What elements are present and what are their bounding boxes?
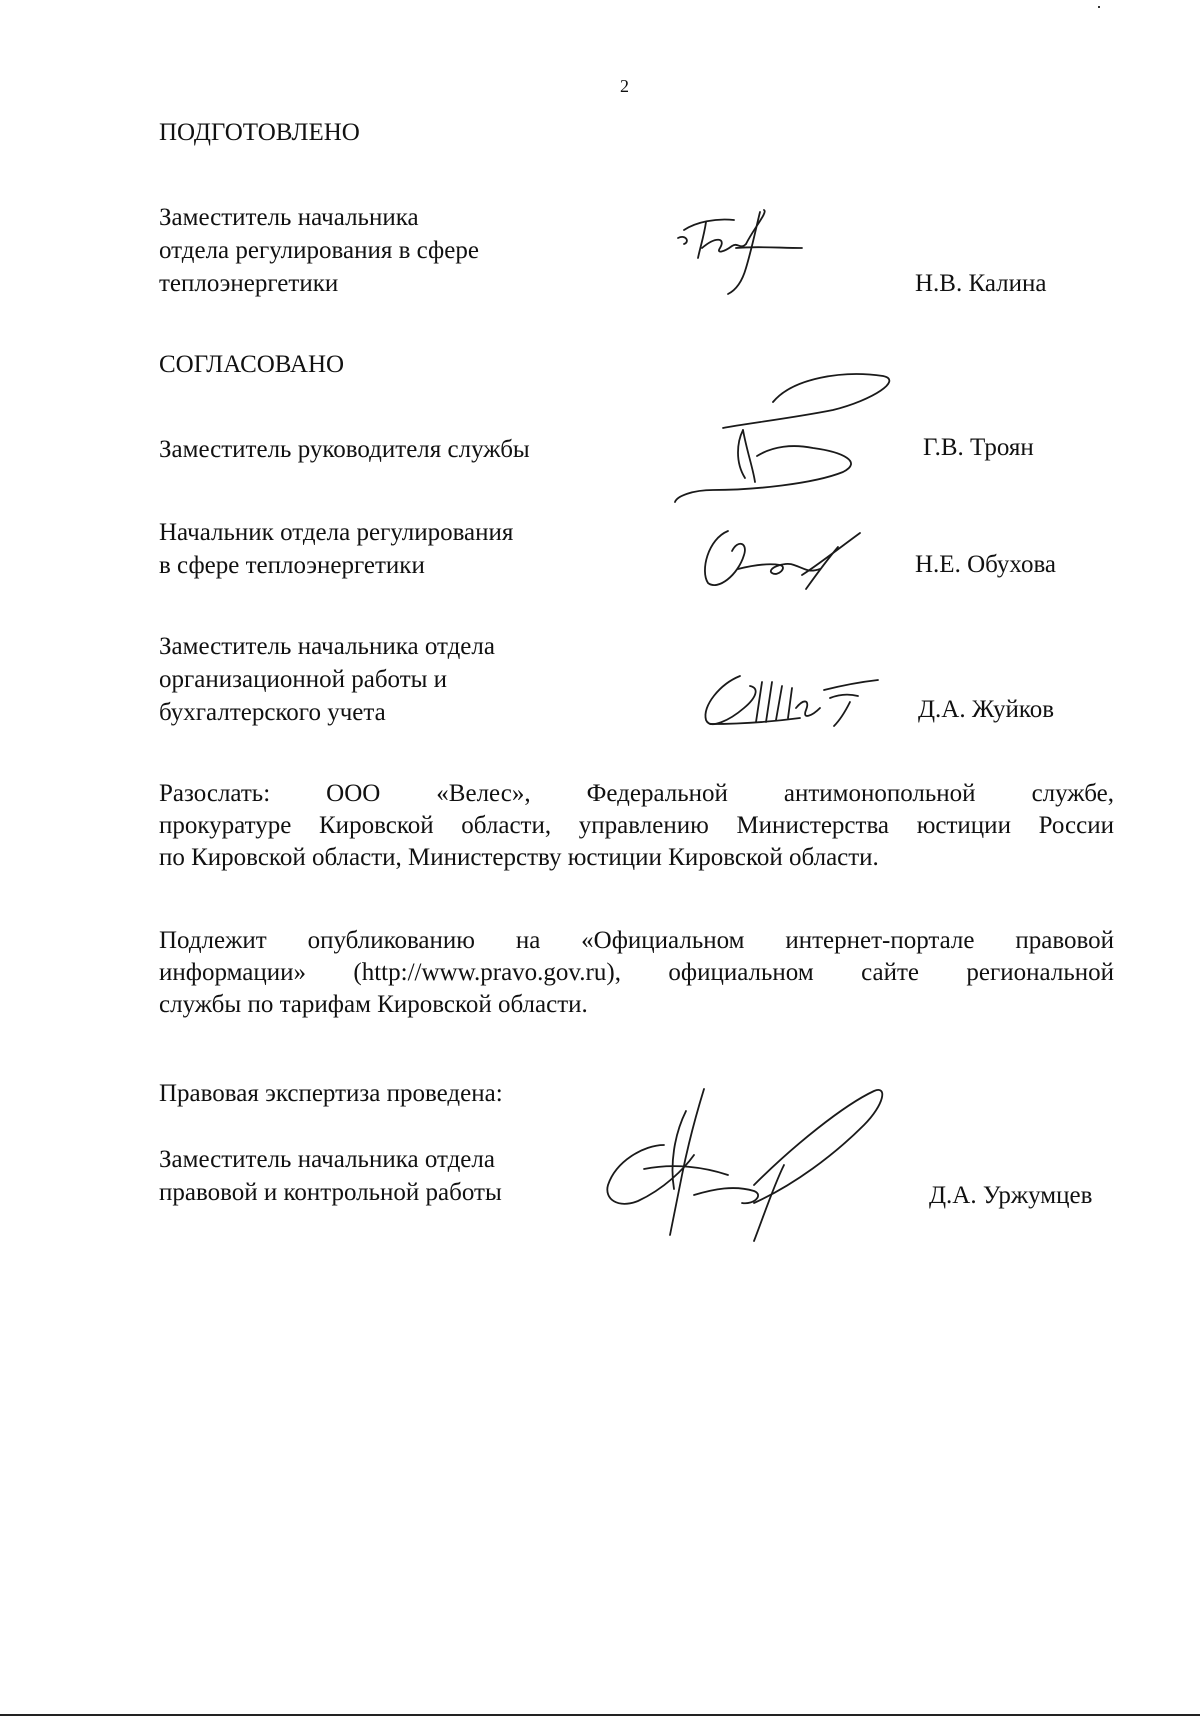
publication-note <box>159 925 1114 1021</box>
agreed-position-line: Заместитель руководителя службы <box>159 436 530 463</box>
agreed-position-line: Заместитель начальника отдела <box>159 633 495 660</box>
signature-kalina <box>676 208 806 298</box>
publication-line: информации» (http://www.pravo.gov.ru), официальном сайте региональной <box>159 959 1114 986</box>
scan-bottom-edge <box>0 1714 1200 1716</box>
distribution-line: по Кировской области, Министерству юстиции Кировской области. <box>159 844 879 871</box>
signature-urzhumtsev <box>604 1085 884 1245</box>
legal-review-name: Д.А. Уржумцев <box>929 1182 1093 1209</box>
prepared-position-line: Заместитель начальника <box>159 204 419 231</box>
signature-zhuykov <box>700 668 900 738</box>
distribution-line: прокуратуре Кировской области, управлению Министерства юстиции России <box>159 812 1114 839</box>
publication-line: Подлежит опубликованию на «Официальном интернет-портале правовой <box>159 927 1114 954</box>
agreed-heading: СОГЛАСОВАНО <box>159 351 345 378</box>
distribution-line: Разослать: ООО «Велес», Федеральной антимонопольной службе, <box>159 780 1114 807</box>
scan-mark <box>1098 6 1100 8</box>
agreed-position-line: в сфере теплоэнергетики <box>159 552 425 579</box>
legal-review-position-line: правовой и контрольной работы <box>159 1179 502 1206</box>
agreed-position-line: Начальник отдела регулирования <box>159 519 514 546</box>
agreed-name: Н.Е. Обухова <box>915 551 1057 578</box>
agreed-position-line: организационной работы и <box>159 666 448 693</box>
agreed-position-line: бухгалтерского учета <box>159 699 386 726</box>
prepared-position-line: отдела регулирования в сфере <box>159 237 479 264</box>
prepared-position-line: теплоэнергетики <box>159 270 339 297</box>
page-number: 2 <box>620 76 629 96</box>
signature-obukhova <box>698 525 878 595</box>
distribution-list <box>159 778 1114 874</box>
legal-review-heading: Правовая экспертиза проведена: <box>159 1080 503 1107</box>
signature-troyan <box>673 372 903 512</box>
agreed-name: Д.А. Жуйков <box>918 696 1055 723</box>
legal-review-position-line: Заместитель начальника отдела <box>159 1146 495 1173</box>
prepared-heading: ПОДГОТОВЛЕНО <box>159 119 360 146</box>
prepared-name: Н.В. Калина <box>915 270 1047 297</box>
agreed-name: Г.В. Троян <box>923 434 1034 461</box>
publication-line: службы по тарифам Кировской области. <box>159 991 588 1018</box>
